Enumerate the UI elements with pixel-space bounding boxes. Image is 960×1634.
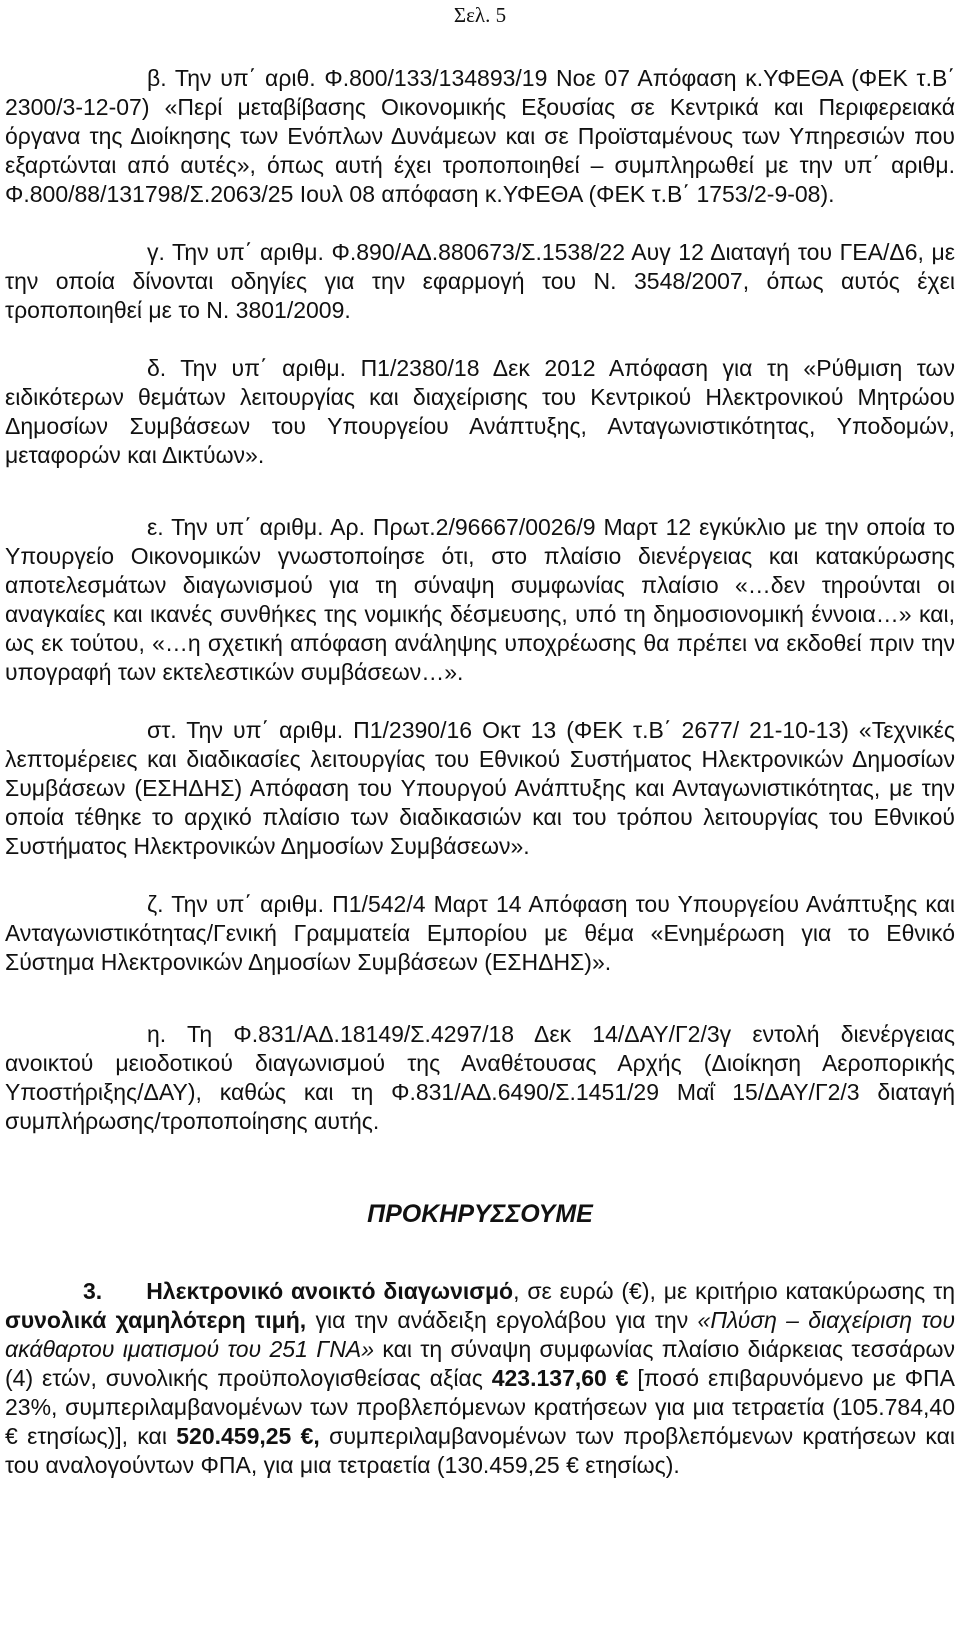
award-criterion: συνολικά χαμηλότερη τιμή, (5, 1307, 307, 1333)
item-c: γ. Την υπ΄ αριθμ. Φ.890/ΑΔ.880673/Σ.1538/22 Αυγ 12 Διαταγή του ΓΕΑ/Δ6, με την οποία δίνονται οδηγίες για την εφαρμογή του Ν. 3548/2007, όπως αυτός έχει τροποποιηθεί με το Ν. 3801/2009. (5, 239, 955, 323)
section-3-text-d: [ποσό επιβαρυνόμενο με ΦΠΑ 23%, συμπεριλαμβανομένων των προβλεπόμενων κρατήσεων για μια τετραετία (105.784,40 € ετησίως)], και (5, 1365, 955, 1449)
section-3-text-a: , σε ευρώ (€), με κριτήριο κατακύρωσης τη (513, 1278, 955, 1304)
total-amount: 423.137,60 € (491, 1365, 629, 1391)
item-z: ζ. Την υπ΄ αριθμ. Π1/542/4 Μαρτ 14 Απόφαση του Υπουργείου Ανάπτυξης και Ανταγωνιστικότητας/Γενική Γραμματεία Εμπορίου με θέμα «Ενημέρωση για το Εθνικό Σύστημα Ηλεκτρονικών Δημοσίων Συμβάσεων (ΕΣΗΔΗΣ)». (5, 891, 955, 975)
item-st: στ. Την υπ΄ αριθμ. Π1/2390/16 Οκτ 13 (ΦΕΚ τ.Β΄ 2677/ 21-10-13) «Τεχνικές λεπτομέρειες και διαδικασίες λειτουργίας του Εθνικού Συστήματος Ηλεκτρονικών Δημοσίων Συμβάσεων (ΕΣΗΔΗΣ) Απόφαση του Υπουργού Ανάπτυξης και Ανταγωνιστικότητας, με την οποία τέθηκε το αρχικό πλαίσιο των διαδικασιών και του τρόπου λειτουργίας του Εθνικού Συστήματος Ηλεκτρονικών Δημοσίων Συμβάσεων». (5, 717, 955, 859)
section-3-text-e: συμπεριλαμβανομένων των προβλεπόμενων κρατήσεων και του αναλογούντων ΦΠΑ, για μια τετραετία (130.459,25 € ετησίως). (5, 1423, 955, 1478)
section-heading: ΠΡΟΚΗΡΥΣΣΟΥΜΕ (367, 1200, 593, 1228)
item-b: β. Την υπ΄ αριθ. Φ.800/133/134893/19 Νοε 07 Απόφαση κ.ΥΦΕΘΑ (ΦΕΚ τ.Β΄ 2300/3-12-07) «Περί μεταβίβασης Οικονομικής Εξουσίας σε Κεντρικά και Περιφερειακά όργανα της Διοίκησης των Ενόπλων Δυνάμεων και σε Προϊσταμένους των Υπηρεσιών που εξαρτώνται από αυτές», όπως αυτή έχει τροποποιηθεί – συμπληρωθεί με την υπ΄ αριθμ. Φ.800/88/131798/Σ.2063/25 Ιουλ 08 απόφαση κ.ΥΦΕΘΑ (ΦΕΚ τ.Β΄ 1753/2-9-08). (5, 65, 955, 207)
page-number: Σελ. 5 (453, 3, 507, 27)
document-body (5, 64, 955, 1480)
section-3-paragraph (5, 1277, 955, 1480)
section-3-text-b: για την ανάδειξη εργολάβου για την (306, 1307, 698, 1333)
item-e: ε. Την υπ΄ αριθμ. Αρ. Πρωτ.2/96667/0026/9 Μαρτ 12 εγκύκλιο με την οποία το Υπουργείο Οικονομικών γνωστοποίησε ότι, στο πλαίσιο διενέργειας και κατακύρωσης αποτελεσμάτων διαγωνισμού για τη σύναψη συμφωνίας πλαίσιο «…δεν τηρούνται οι αναγκαίες και ικανές συνθήκες της νομικής δέσμευσης, υπό τη δημοσιονομική έννοια…» και, ως εκ τούτου, «…η σχετική απόφαση ανάληψης υποχρέωσης θα πρέπει να εκδοθεί πριν την υπογραφή των εκτελεστικών συμβάσεων…». (5, 514, 955, 685)
section-3-text-c: και τη σύναψη συμφωνίας πλαίσιο διάρκειας τεσσάρων (4) ετών, συνολικής προϋπολογισθείσας αξίας (5, 1336, 955, 1391)
item-i: η. Τη Φ.831/ΑΔ.18149/Σ.4297/18 Δεκ 14/ΔΑΥ/Γ2/3γ εντολή διενέργειας ανοικτού μειοδοτικού διαγωνισμού της Αναθέτουσας Αρχής (Διοίκηση Αεροπορικής Υποστήριξης/ΔΑΥ), καθώς και τη Φ.831/ΑΔ.6490/Σ.1451/29 Μαΐ 15/ΔΑΥ/Γ2/3 διαταγή συμπλήρωσης/τροποποίησης αυτής. (5, 1021, 955, 1134)
total-amount-with-vat: 520.459,25 €, (176, 1423, 320, 1449)
section-3-title: Ηλεκτρονικό ανοικτό διαγωνισμό (146, 1278, 514, 1304)
item-d: δ. Την υπ΄ αριθμ. Π1/2380/18 Δεκ 2012 Απόφαση για τη «Ρύθμιση των ειδικότερων θεμάτων λειτουργίας και διαχείρισης του Κεντρικού Ηλεκτρονικού Μητρώου Δημοσίων Συμβάσεων του Υπουργείου Ανάπτυξης, Ανταγωνιστικότητας, Υποδομών, μεταφορών και Δικτύων». (5, 355, 955, 468)
section-3-number: 3. (83, 1278, 103, 1304)
tender-subject: «Πλύση – διαχείριση του ακάθαρτου ιματισμού του 251 ΓΝΑ» (5, 1307, 955, 1362)
